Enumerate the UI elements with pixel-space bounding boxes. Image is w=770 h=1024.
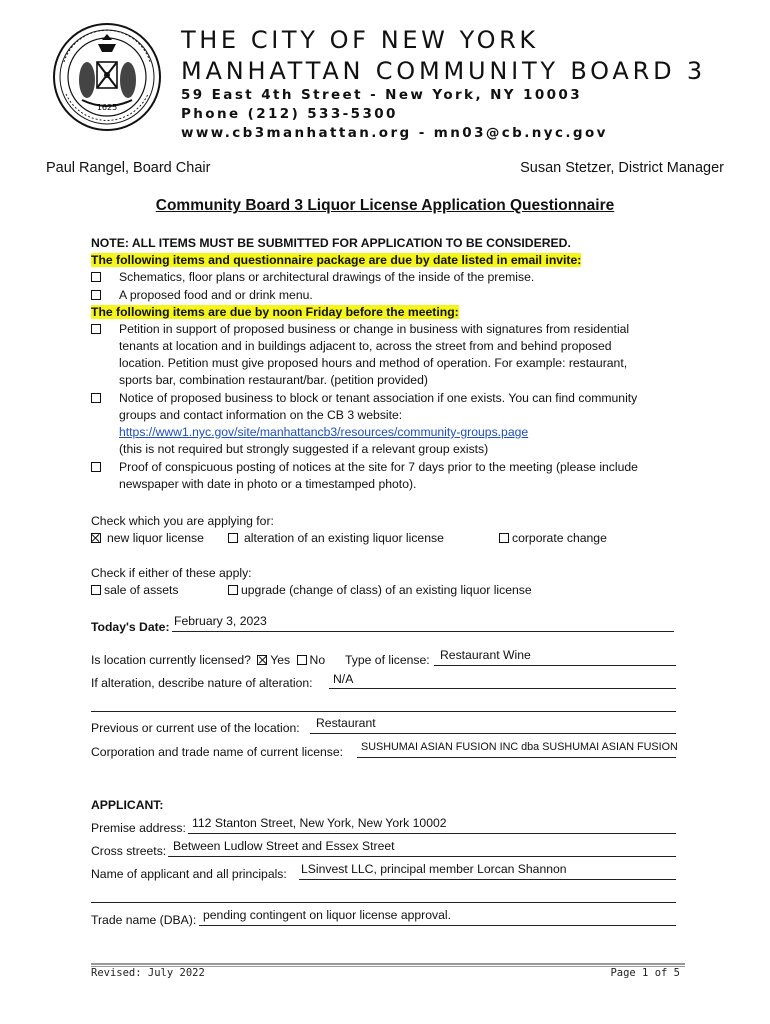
cross-streets-label: Cross streets: bbox=[91, 844, 167, 858]
applicant-name-value: LSinvest LLC, principal member Lorcan Shannon bbox=[301, 862, 567, 876]
list-item: A proposed food and or drink menu. bbox=[119, 288, 313, 302]
checkbox[interactable] bbox=[91, 272, 101, 282]
alteration-label: If alteration, describe nature of alteration: bbox=[91, 676, 313, 690]
checkbox[interactable] bbox=[91, 462, 101, 472]
cross-streets-value: Between Ludlow Street and Essex Street bbox=[173, 839, 395, 853]
premise-address-label: Premise address: bbox=[91, 821, 186, 835]
section2-heading: The following items are due by noon Friday before the meeting: bbox=[91, 305, 459, 319]
trade-name-field[interactable] bbox=[199, 925, 676, 926]
type-of-license-field[interactable] bbox=[434, 665, 676, 666]
upgrade-checkbox[interactable] bbox=[228, 585, 238, 595]
page-number: Page 1 of 5 bbox=[610, 967, 680, 979]
applying-for-label: Check which you are applying for: bbox=[91, 514, 274, 528]
cross-streets-field[interactable] bbox=[168, 856, 676, 857]
sale-of-assets-checkbox[interactable] bbox=[91, 585, 101, 595]
alteration-value: N/A bbox=[333, 672, 354, 686]
option-label: alteration of an existing liquor license bbox=[244, 531, 444, 545]
section1-heading: The following items and questionnaire package are due by date listed in email invite: bbox=[91, 253, 582, 267]
premise-address-field[interactable] bbox=[188, 833, 676, 834]
trade-name-label: Trade name (DBA): bbox=[91, 913, 197, 927]
footer-rule bbox=[91, 963, 685, 965]
checkbox[interactable] bbox=[91, 324, 101, 334]
new-license-checkbox[interactable] bbox=[91, 533, 101, 543]
submission-note: NOTE: ALL ITEMS MUST BE SUBMITTED FOR APPLICATION TO BE CONSIDERED. bbox=[91, 236, 571, 250]
corporation-value: SUSHUMAI ASIAN FUSION INC dba SUSHUMAI ASIAN FUSION bbox=[361, 741, 678, 753]
alteration-field[interactable] bbox=[329, 688, 676, 689]
applicant-heading: APPLICANT: bbox=[91, 798, 164, 812]
corporation-label: Corporation and trade name of current license: bbox=[91, 745, 344, 759]
header-title-line1: THE CITY OF NEW YORK bbox=[181, 26, 539, 54]
list-item: Schematics, floor plans or architectural drawings of the inside of the premise. bbox=[119, 270, 535, 284]
previous-use-label: Previous or current use of the location: bbox=[91, 721, 300, 735]
header-web-email: www.cb3manhattan.org - mn03@cb.nyc.gov bbox=[181, 125, 608, 141]
previous-use-field[interactable] bbox=[310, 733, 676, 734]
community-groups-link[interactable]: https://www1.nyc.gov/site/manhattancb3/resources/community-groups.page bbox=[119, 425, 529, 439]
todays-date-value: February 3, 2023 bbox=[174, 614, 267, 628]
form-title: Community Board 3 Liquor License Application Questionnaire bbox=[155, 197, 615, 214]
option-label: upgrade (change of class) of an existing liquor license bbox=[241, 583, 532, 597]
type-of-license-value: Restaurant Wine bbox=[440, 648, 531, 662]
header-address: 59 East 4th Street - New York, NY 10003 bbox=[181, 87, 583, 103]
district-manager: Susan Stetzer, District Manager bbox=[520, 160, 724, 176]
applicant-name-label: Name of applicant and all principals: bbox=[91, 867, 287, 881]
city-seal-logo bbox=[52, 22, 162, 132]
licensed-no-checkbox[interactable] bbox=[297, 655, 307, 665]
option-label: corporate change bbox=[512, 531, 607, 545]
currently-licensed-row: Is location currently licensed? Yes No bbox=[91, 653, 326, 667]
list-item: Petition in support of proposed business or change in business with signatures from residential tenants at location and in buildings adjacent to, across the street from and behind proposed location. Petition must give proposed hours and method of operation. For example: restaurant, sports bar, combination restaurant/bar. (petition provided) bbox=[119, 322, 630, 387]
list-item: Proof of conspicuous posting of notices at the site for 7 days prior to the meeting (please include newspaper with date in photo or a timestamped photo). bbox=[119, 460, 638, 491]
previous-use-value: Restaurant bbox=[316, 716, 376, 730]
type-of-license-label: Type of license: bbox=[345, 653, 430, 667]
list-item: Notice of proposed business to block or tenant association if one exists. You can find community groups and contact information on the CB 3 website: https://www1.nyc.gov/site/manhattancb3/resources/community-groups.page (this is not required but strongly suggested if a relevant group exists) bbox=[119, 391, 638, 456]
applicant-name-field[interactable] bbox=[299, 879, 676, 880]
alteration-checkbox[interactable] bbox=[228, 533, 238, 543]
revised-date: Revised: July 2022 bbox=[91, 967, 205, 979]
seal-year: 1625 bbox=[96, 103, 118, 112]
checkbox[interactable] bbox=[91, 290, 101, 300]
option-label: new liquor license bbox=[107, 531, 204, 545]
header-title-line2: MANHATTAN COMMUNITY BOARD 3 bbox=[181, 57, 706, 85]
header-phone: Phone (212) 533-5300 bbox=[181, 106, 398, 122]
corporate-change-checkbox[interactable] bbox=[499, 533, 509, 543]
alteration-field-line2[interactable] bbox=[91, 711, 676, 712]
applicant-name-field-line2[interactable] bbox=[91, 902, 676, 903]
option-label: sale of assets bbox=[104, 583, 179, 597]
either-apply-label: Check if either of these apply: bbox=[91, 566, 252, 580]
premise-address-value: 112 Stanton Street, New York, New York 10002 bbox=[192, 816, 447, 830]
checkbox[interactable] bbox=[91, 393, 101, 403]
board-chair: Paul Rangel, Board Chair bbox=[46, 160, 211, 176]
todays-date-field[interactable] bbox=[172, 631, 674, 632]
trade-name-value: pending contingent on liquor license approval. bbox=[203, 908, 451, 922]
licensed-yes-checkbox[interactable] bbox=[257, 655, 267, 665]
todays-date-label: Today's Date: bbox=[91, 620, 170, 634]
corporation-field[interactable] bbox=[357, 757, 676, 758]
